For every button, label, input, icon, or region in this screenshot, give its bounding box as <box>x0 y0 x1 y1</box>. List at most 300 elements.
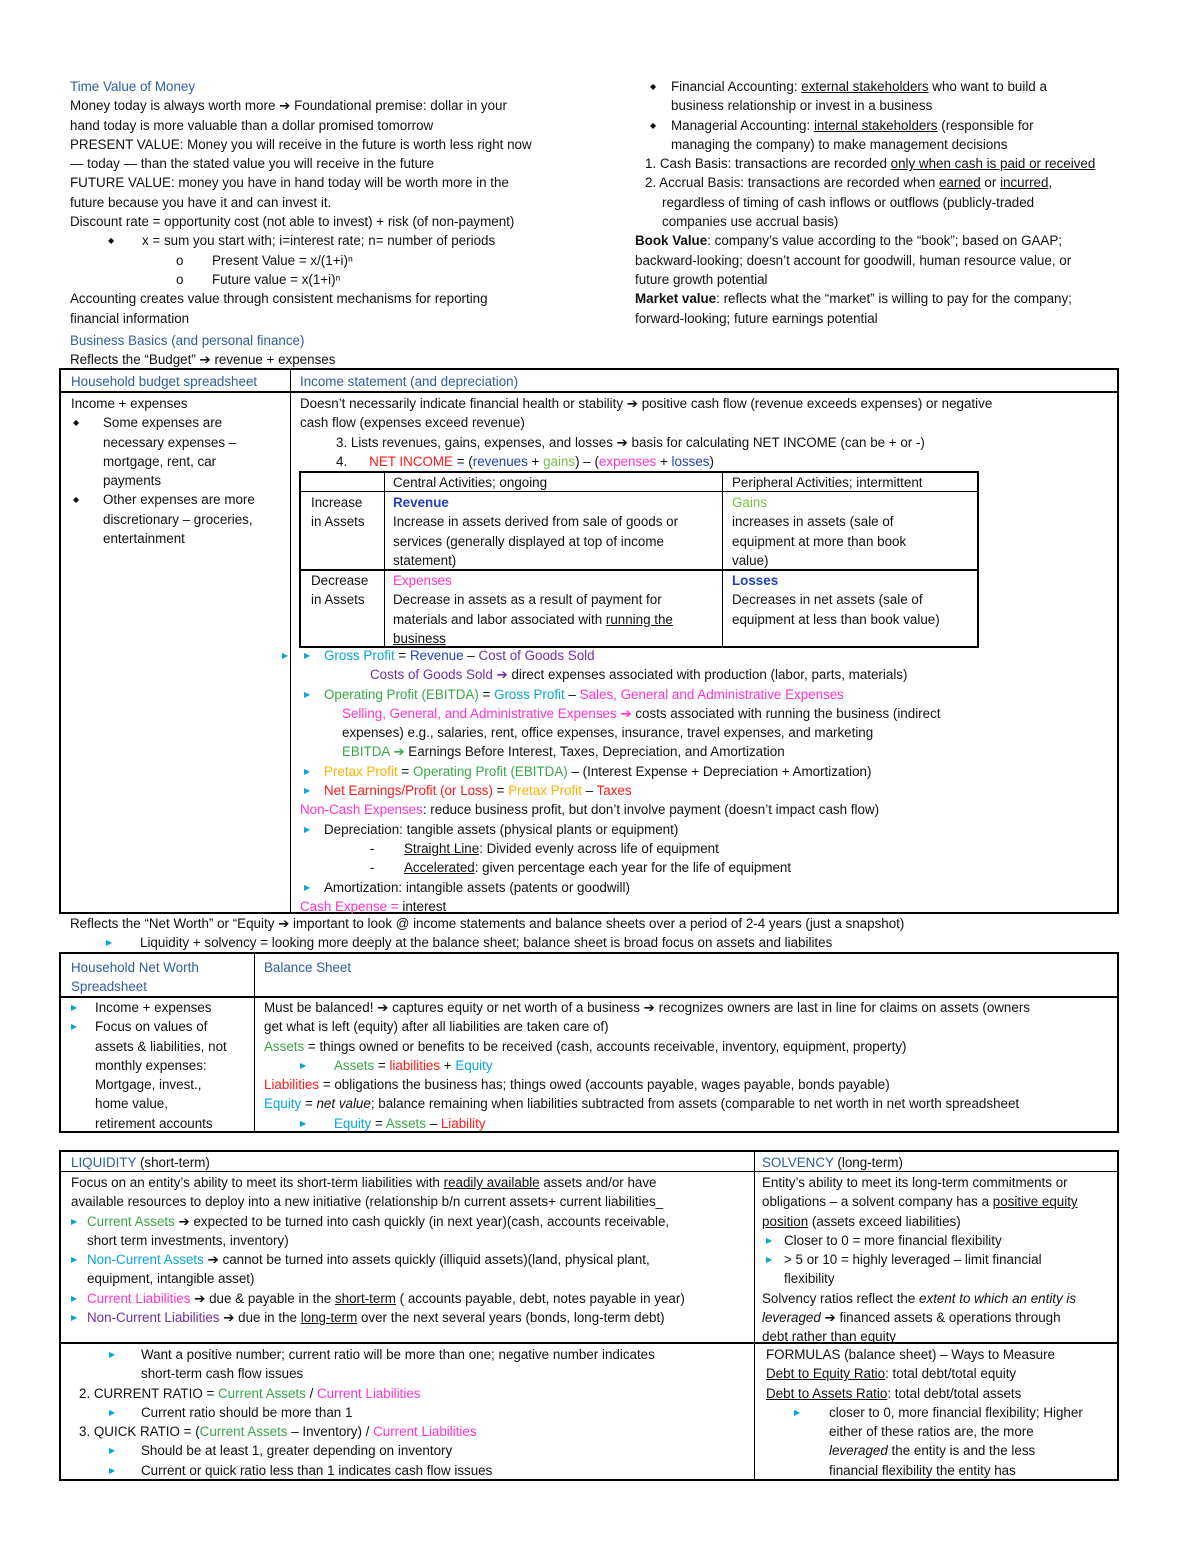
tvm-line: — today — than the stated value you will receive in the future <box>70 156 434 172</box>
t: Liquidity + solvency = looking more deeply at the balance sheet; balance sheet is broad focus on assets and liabilites <box>140 935 833 950</box>
gain-d: equipment at more than book <box>732 533 907 549</box>
exp-u2: business <box>393 630 446 646</box>
financial-accounting-item <box>635 77 1135 96</box>
t: long-term <box>300 1310 358 1326</box>
divider <box>754 1152 755 1479</box>
t: : Divided evenly across life of equipment <box>479 840 719 856</box>
t: Closer to 0 = more financial flexibility <box>784 1232 1002 1248</box>
t: : total debt/total equity <box>885 1366 1017 1382</box>
accrual-comma: , <box>1048 175 1053 191</box>
t: = <box>492 783 509 799</box>
t: Operating Profit (EBITDA) <box>324 686 479 702</box>
t: Operating Profit (EBITDA) <box>412 763 568 779</box>
income-table-col-divider <box>290 370 291 912</box>
t: net value <box>316 1096 371 1112</box>
arrow-bullet-icon: ▶ <box>766 1255 773 1265</box>
exp-u: running the <box>605 611 673 627</box>
managerial-accounting-item <box>635 116 1135 135</box>
t: > 5 or 10 = highly leveraged – limit financial <box>784 1252 1042 1268</box>
arrow-bullet-icon: ▶ <box>109 1465 116 1475</box>
t: readily available <box>443 1175 540 1190</box>
t: EBITDA ➔ <box>342 744 405 760</box>
sga-definition <box>300 704 1110 723</box>
fin-acct-underline: external stakeholders <box>801 79 929 94</box>
t: Must be balanced! ➔ captures equity or net worth of a business ➔ recognizes owners are last in line for claims on assets (owners <box>264 1000 1030 1015</box>
t: (short-term) <box>136 1155 210 1170</box>
t: Assets <box>264 1038 305 1054</box>
arrow-bullet-icon: ▶ <box>71 1216 78 1226</box>
t: 3. QUICK RATIO = ( <box>79 1424 200 1440</box>
current-ratio-bullet <box>79 1403 749 1422</box>
assets-definition <box>264 1037 1114 1056</box>
arrow-bullet-icon: ▶ <box>109 1350 116 1359</box>
book-value-item <box>635 231 1135 250</box>
arrow-bullet-icon: ▶ <box>71 1293 78 1303</box>
t: retirement accounts <box>95 1115 213 1131</box>
t: – Inventory) / <box>287 1424 374 1440</box>
t: assets and/or have <box>539 1175 657 1190</box>
household-net-worth-header <box>71 958 199 997</box>
balance-sheet-header: Balance Sheet <box>264 960 352 975</box>
pv-formula <box>70 251 630 270</box>
t: ➔ due in the <box>219 1310 301 1326</box>
t: SOLVENCY <box>762 1155 834 1170</box>
mgr-underline: internal stakeholders <box>813 117 938 133</box>
budget-line: Reflects the “Budget” ➔ revenue + expenses <box>70 352 336 368</box>
net-income-label: NET INCOME <box>369 453 453 469</box>
market-line2: forward-looking; future earnings potential <box>635 310 878 326</box>
t: Current Assets <box>87 1213 175 1229</box>
exp-d: Decrease in assets as a result of payment for <box>393 592 662 608</box>
non-current-liabilities-item <box>71 1308 751 1327</box>
book-value-text: : company’s value according to the “book”; based on GAAP; <box>707 233 1062 249</box>
t: Gross Profit <box>324 648 395 663</box>
t: Taxes <box>596 783 632 799</box>
dash-bullet-icon: - <box>370 860 375 876</box>
liabilities-definition <box>264 1075 1114 1094</box>
t: = <box>301 1096 317 1112</box>
quick-ratio-formula <box>79 1422 749 1441</box>
t: Current or quick ratio less than 1 indicates cash flow issues <box>141 1462 493 1478</box>
t: = <box>371 1115 386 1131</box>
circle-bullet-icon: o <box>176 252 184 268</box>
t: short-term cash flow issues <box>141 1366 304 1382</box>
divider <box>61 1171 1117 1172</box>
central-activities-header: Central Activities; ongoing <box>393 475 548 490</box>
t: ➔ cannot be turned into assets quickly (illiquid assets)(land, physical plant, <box>203 1252 650 1268</box>
variables-text: x = sum you start with; i=interest rate; n= number of periods <box>142 233 496 249</box>
arrow-bullet-icon: ▶ <box>71 1003 78 1012</box>
t: the entity is and the less <box>887 1443 1036 1459</box>
cash-basis-underline: only when cash is paid or received <box>890 156 1096 172</box>
t: Solvency ratios reflect the <box>762 1290 920 1306</box>
t: leveraged <box>829 1443 888 1459</box>
t: – <box>425 1115 441 1131</box>
depreciation-item <box>300 820 1110 839</box>
fin-acct-line2: business relationship or invest in a business <box>671 98 933 114</box>
t: Focus on an entity’s ability to meet its short-term liabilities with <box>71 1175 444 1190</box>
arrow-bullet-icon: ▶ <box>106 938 113 947</box>
current-ratio-formula <box>79 1384 749 1403</box>
current-assets-item <box>71 1212 751 1231</box>
book-line2: backward-looking; doesn’t account for goodwill, human resource value, or <box>635 252 1072 268</box>
fin-acct-rest: who want to build a <box>928 79 1047 94</box>
arrow-bullet-icon: ▶ <box>300 1118 307 1128</box>
inc-l: Increase <box>311 495 363 510</box>
revenue-cell <box>393 493 678 570</box>
t: Current ratio should be more than 1 <box>141 1404 353 1420</box>
nw-bullet-2 <box>71 1017 255 1133</box>
t: Pretax Profit <box>324 763 398 779</box>
mgr-label: Managerial Accounting: <box>671 117 814 133</box>
t: Pretax Profit <box>508 783 582 799</box>
fin-acct-label: Financial Accounting: <box>671 79 802 94</box>
t: short term investments, inventory) <box>87 1232 289 1248</box>
t: monthly expenses: <box>95 1057 207 1073</box>
liquidity-cell <box>71 1173 751 1327</box>
non-current-assets-item <box>71 1250 751 1269</box>
t: Costs of Goods Sold ➔ <box>370 667 508 683</box>
quick-ratio-bullet <box>79 1441 749 1460</box>
t: Debt to Equity Ratio <box>766 1366 886 1382</box>
t: Mortgage, invest., <box>95 1077 202 1093</box>
divider <box>384 473 385 646</box>
inc-l: in Assets <box>311 514 365 530</box>
accrual-or: or <box>980 175 1001 191</box>
t: Earnings Before Interest, Taxes, Depreciation, and Amortization <box>404 744 785 760</box>
t: Current Liabilities <box>317 1385 421 1401</box>
t: Focus on values of <box>95 1019 208 1035</box>
liquidity-header <box>71 1153 210 1172</box>
arrow-bullet-icon: ▶ ▶ <box>304 651 311 660</box>
cash-basis-item <box>635 154 1135 173</box>
profit-formulas <box>300 646 1110 916</box>
income-statement-header: Income statement (and depreciation) <box>300 374 519 389</box>
equity-definition <box>264 1094 1114 1113</box>
t: ) <box>709 453 714 469</box>
t: Non-Current Liabilities <box>87 1310 220 1326</box>
tvm-line: FUTURE VALUE: money you have in hand today will be worth more in the <box>70 175 509 191</box>
t: Entity’s ability to meet its long-term commitments or <box>762 1175 1068 1190</box>
accrual-line3: companies use accrual basis) <box>662 214 839 230</box>
t: Depreciation: tangible assets (physical plants or equipment) <box>324 821 679 837</box>
t: (long-term) <box>833 1155 903 1170</box>
t: = <box>478 686 495 702</box>
t: Assets <box>385 1115 426 1131</box>
is-line: Doesn’t necessarily indicate financial health or stability ➔ positive cash flow (revenue exceeds expenses) or negative <box>300 396 993 411</box>
t: Household Net Worth <box>71 960 199 975</box>
equity-equation <box>264 1114 1114 1133</box>
tvm-line: Discount rate = opportunity cost (not able to invest) + risk (of non-payment) <box>70 214 515 230</box>
t: closer to 0, more financial flexibility; Higher <box>829 1404 1083 1420</box>
diamond-bullet-icon: ◆ <box>73 495 80 505</box>
t: FORMULAS (balance sheet) – Ways to Measure <box>766 1347 1055 1362</box>
b1-line: payments <box>103 473 162 489</box>
gain-d: increases in assets (sale of <box>732 514 894 530</box>
t: = <box>394 648 410 663</box>
book-line3: future growth potential <box>635 271 768 287</box>
sga-line2: expenses) e.g., salaries, rent, office expenses, insurance, travel expenses, and marketing <box>342 725 874 741</box>
accounting-types-section <box>635 77 1135 328</box>
t: Cash Expense = <box>300 898 399 914</box>
diamond-bullet-icon: ◆ <box>650 82 657 91</box>
t: = <box>374 1057 390 1073</box>
liquidity-solvency-table <box>59 1150 1119 1481</box>
arrow-bullet-icon: ▶ <box>71 1313 78 1323</box>
t: equipment, intangible asset) <box>87 1271 255 1287</box>
t: ➔ due & payable in the <box>190 1290 335 1306</box>
t: financial flexibility the entity has <box>829 1462 1016 1478</box>
cogs-definition <box>300 665 1110 684</box>
increase-label <box>311 493 365 532</box>
t: – <box>463 648 479 663</box>
arrow-bullet-icon: ▶ <box>304 689 311 699</box>
t: over the next several years (bonds, long-term debt) <box>357 1310 665 1326</box>
t: Income + expenses <box>95 1000 212 1015</box>
tvm-variables <box>70 231 630 250</box>
t: ) – ( <box>575 453 599 469</box>
losses-cell <box>732 571 940 629</box>
t: Accelerated <box>404 860 475 876</box>
t: either of these ratios are, the more <box>829 1424 1034 1440</box>
tvm-line: Money today is always worth more ➔ Foundational premise: dollar in your <box>70 98 507 114</box>
arrow-bullet-icon: ▶ <box>109 1407 116 1417</box>
balance-sheet-table <box>59 952 1119 1133</box>
t: Equity <box>455 1057 493 1073</box>
t: position <box>762 1213 809 1229</box>
t: = <box>397 763 413 779</box>
pv-text: Present Value = x/(1+i)ⁿ <box>212 252 353 268</box>
t: Net Earnings/Profit (or Loss) <box>324 783 493 799</box>
t: Current Liabilities <box>87 1290 191 1306</box>
market-value-text: : reflects what the “market” is willing to pay for the company; <box>716 291 1072 307</box>
accounting-equation <box>264 1056 1114 1075</box>
b1-line: necessary expenses – <box>103 434 237 450</box>
t: leveraged <box>762 1310 821 1326</box>
b1-line: mortgage, rent, car <box>103 453 217 469</box>
gains-title: Gains <box>732 495 767 510</box>
tvm-line: future because you have it and can invest it. <box>70 194 332 210</box>
t: debt rather than equity <box>762 1329 896 1345</box>
expenses: expenses <box>598 453 657 469</box>
operating-profit-formula <box>300 685 1110 704</box>
dec-l: Decrease <box>311 573 369 588</box>
t: : total debt/total assets <box>887 1385 1022 1401</box>
gross-profit-formula <box>300 646 1110 665</box>
tvm-line: hand today is more valuable than a dollar promised tomorrow <box>70 117 434 133</box>
accrual-incurred: incurred <box>1000 175 1049 191</box>
dash-bullet-icon: - <box>370 840 375 856</box>
income-expenses: Income + expenses <box>71 396 188 411</box>
arrow-bullet-icon: ▶ <box>304 766 311 776</box>
book-value-label: Book Value <box>635 233 708 249</box>
diamond-bullet-icon: ◆ <box>108 236 115 246</box>
t: Spreadsheet <box>71 979 147 995</box>
income-table <box>59 368 1119 914</box>
t: Liability <box>440 1115 486 1131</box>
t: Sales, General and Administrative Expenses <box>579 686 844 702</box>
t: assets & liabilities, not <box>95 1038 227 1054</box>
t: Straight Line <box>404 840 480 856</box>
fv-formula <box>70 270 630 289</box>
ratio-bullet <box>79 1345 749 1364</box>
t: obligations – a solvent company has a <box>762 1194 993 1210</box>
net-income-formula <box>300 452 1110 471</box>
t: – <box>564 686 580 702</box>
time-value-section <box>70 77 630 369</box>
t: Current Assets <box>218 1385 306 1401</box>
mgr-line2: managing the company) to make management decisions <box>671 136 1008 152</box>
circle-bullet-icon: o <box>176 271 184 287</box>
solvency-header <box>762 1153 903 1172</box>
is-line: 3. Lists revenues, gains, expenses, and losses ➔ basis for calculating NET INCOME (can be + or -) <box>336 434 925 450</box>
t: Current Assets <box>199 1424 288 1440</box>
t: Non-Cash Expenses <box>300 802 423 818</box>
accounting-line: financial information <box>70 310 190 326</box>
business-basics-title: Business Basics (and personal finance) <box>70 332 305 348</box>
t: home value, <box>95 1096 168 1112</box>
t: Debt to Assets Ratio <box>766 1385 888 1401</box>
mgr-rest: (responsible for <box>937 117 1034 133</box>
solvency-formulas-cell <box>766 1345 1111 1480</box>
liquidity-ratios-cell <box>79 1345 749 1480</box>
arrow-bullet-icon: ▶ <box>304 786 311 796</box>
accounting-line: Accounting creates value through consistent mechanisms for reporting <box>70 291 488 307</box>
solvency-bullet-1 <box>762 1231 1112 1250</box>
solvency-bullet-2 <box>762 1250 1112 1269</box>
non-cash-expenses <box>300 800 1110 819</box>
t: Gross Profit <box>494 686 565 702</box>
gains: gains <box>543 453 576 469</box>
t: liabilities <box>389 1057 441 1073</box>
t: ; balance remaining when liabilities subtracted from assets (comparable to net worth in net worth spreadsheet <box>370 1096 1020 1112</box>
household-budget-header: Household budget spreadsheet <box>71 374 258 389</box>
tvm-line: PRESENT VALUE: Money you will receive in the future is worth less right now <box>70 136 532 152</box>
t: Assets <box>334 1057 375 1073</box>
gain-d: value) <box>732 552 769 568</box>
t: (assets exceed liabilities) <box>808 1213 961 1229</box>
t: + <box>656 453 672 469</box>
net-worth-cell <box>71 998 255 1133</box>
t: / <box>305 1385 318 1401</box>
t: Equity <box>264 1096 302 1112</box>
t: 2. CURRENT RATIO = <box>79 1385 219 1401</box>
formula-bullet <box>766 1403 1111 1480</box>
t: LIQUIDITY <box>71 1155 137 1170</box>
accrual-basis-item <box>635 173 1135 192</box>
income-statement-cell <box>300 394 1110 471</box>
losses-title: Losses <box>732 573 779 588</box>
diamond-bullet-icon: ◆ <box>73 418 80 428</box>
arrow-bullet-icon: ▶ <box>304 882 311 892</box>
expenses-title: Expenses <box>393 573 452 588</box>
arrow-bullet-icon: ▶ <box>71 1022 78 1032</box>
t: Equity <box>334 1115 372 1131</box>
t: Current Liabilities <box>373 1424 477 1440</box>
t: positive equity <box>992 1194 1078 1210</box>
losses: losses <box>671 453 710 469</box>
accrual-earned: earned <box>939 175 981 191</box>
t: Amortization: intangible assets (patents or goodwill) <box>324 879 630 895</box>
time-value-title: Time Value of Money <box>70 79 196 94</box>
t: Revenue <box>409 648 464 663</box>
t: + <box>440 1057 456 1073</box>
arrow-bullet-icon: ▶ <box>300 1060 307 1070</box>
market-value-item <box>635 289 1135 308</box>
t: ➔ financed assets & operations through <box>820 1310 1061 1326</box>
revenues: revenues <box>472 453 528 469</box>
t: extent to which an entity is <box>919 1290 1077 1306</box>
net-worth-line: Reflects the “Net Worth” or “Equity ➔ important to look @ income statements and balance sheets over a period of 2-4 years (just a snapshot) <box>70 916 905 931</box>
net-earnings-formula <box>300 781 1110 800</box>
balance-sheet-cell <box>264 998 1114 1133</box>
liquidity-solvency-line <box>106 933 833 952</box>
ebitda-definition <box>300 742 1110 761</box>
t: = ( <box>453 453 473 469</box>
income-table-header-divider <box>61 391 1117 393</box>
expenses-cell <box>393 571 673 648</box>
arrow-bullet-icon: ▶ <box>304 824 311 834</box>
t: ➔ expected to be turned into cash quickly (in next year)(cash, accounts receivable, <box>174 1213 670 1229</box>
t: : given percentage each year for the life of equipment <box>474 860 792 876</box>
t: Want a positive number; current ratio will be more than one; negative number indicates <box>141 1347 655 1362</box>
arrow-bullet-icon: ▶ <box>109 1446 116 1456</box>
t: Should be at least 1, greater depending on inventory <box>141 1443 453 1459</box>
t: costs associated with running the business (indirect <box>631 705 941 721</box>
straight-line-item <box>300 839 1110 858</box>
accelerated-item <box>300 858 1110 877</box>
t: : reduce business profit, but don’t involve payment (doesn’t impact cash flow) <box>422 802 880 818</box>
quick-ratio-bullet <box>79 1461 749 1480</box>
decrease-label <box>311 571 368 610</box>
divider <box>722 473 723 646</box>
rev-d: statement) <box>393 552 457 568</box>
activities-table <box>299 471 979 648</box>
b2-line: discretionary – groceries, <box>103 511 253 527</box>
t: flexibility <box>784 1271 835 1287</box>
t: – <box>581 783 597 799</box>
rev-d: services (generally displayed at top of income <box>393 533 664 549</box>
amortization-item <box>300 878 1110 897</box>
exp-d: materials and labor associated with <box>393 611 606 627</box>
loss-d: Decreases in net assets (sale of <box>732 592 923 608</box>
t: Non-Current Assets <box>87 1252 204 1268</box>
diamond-bullet-icon: ◆ <box>650 120 657 130</box>
t: short-term <box>334 1290 396 1306</box>
rev-d: Increase in assets derived from sale of goods or <box>393 514 679 530</box>
cash-basis-text: 1. Cash Basis: transactions are recorded <box>645 156 891 172</box>
is-line: cash flow (expenses exceed revenue) <box>300 415 525 431</box>
peripheral-activities-header: Peripheral Activities; intermittent <box>732 475 923 490</box>
accrual-text: 2. Accrual Basis: transactions are recorded when <box>645 175 939 191</box>
t: available resources to deploy into a new initiative (relationship b/n current assets+ current liabilities_ <box>71 1194 664 1210</box>
household-budget-cell <box>71 394 281 548</box>
solvency-cell <box>762 1173 1112 1347</box>
t: = obligations the business has; things owed (accounts payable, wages payable, bonds payable) <box>319 1077 890 1093</box>
necessary-expenses-bullet <box>71 413 281 490</box>
t: get what is left (equity) after all liabilities are taken care of) <box>264 1019 609 1035</box>
gains-cell <box>732 493 906 570</box>
t: Cost of Goods Sold <box>478 648 595 663</box>
fv-text: Future value = x(1+i)ⁿ <box>212 271 341 287</box>
discretionary-expenses-bullet <box>71 490 281 548</box>
item-num: 4. <box>336 453 348 469</box>
t: interest <box>398 898 447 914</box>
arrow-bullet-icon: ▶ <box>71 1255 78 1265</box>
b2-line: entertainment <box>103 531 185 547</box>
t: direct expenses associated with production (labor, parts, materials) <box>507 667 908 683</box>
pretax-profit-formula <box>300 762 1110 781</box>
